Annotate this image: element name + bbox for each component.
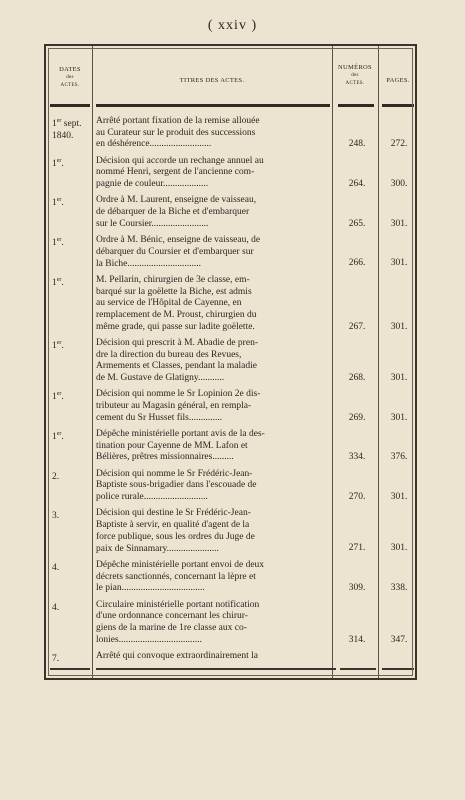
row-title-line: Décision qui destine le Sr Frédéric-Jean- xyxy=(96,508,251,519)
row-date-day: 3 xyxy=(52,511,57,522)
row-title-line: Ordre à M. Laurent, enseigne de vaisseau, xyxy=(96,195,257,206)
row-title-line: au Curateur sur le produit des successions xyxy=(96,127,256,138)
row-title-line: M. Pellarin, chirurgien de 3e classe, em- xyxy=(96,274,250,285)
header-rule xyxy=(96,104,330,107)
header-numbers-line-2: des xyxy=(351,73,359,78)
row-date-day: 1 xyxy=(52,341,57,352)
row-title-line: Baptiste sous-brigadier dans l'escouade de xyxy=(96,480,257,491)
row-page-number: 301. xyxy=(390,321,408,332)
row-date-suffix: er xyxy=(56,276,62,283)
row-title-line: en déshérence.......................... xyxy=(96,139,212,150)
row-date-tail: . xyxy=(61,432,64,443)
header-rule xyxy=(338,104,374,107)
row-title-line: tination pour Cayenne de MM. Lafon et xyxy=(96,440,248,451)
row-title-line: Baptiste à servir, en qualité d'agent de la xyxy=(96,520,250,531)
row-date-tail: . xyxy=(56,602,60,613)
row-date xyxy=(52,389,88,404)
row-date-tail: . xyxy=(61,392,64,403)
row-date-day: 1 xyxy=(52,119,57,130)
row-date-tail: . xyxy=(61,277,64,288)
row-title-line: Décision qui accorde un rechange annuel au xyxy=(96,155,264,166)
header-dates-line-1: DATES xyxy=(59,66,81,73)
row-date-tail: . xyxy=(61,341,64,352)
row-date-suffix: er xyxy=(56,157,62,164)
row-title-line: Armements et Classes, pendant la maladie xyxy=(96,361,257,372)
row-act-number: 266. xyxy=(348,258,366,269)
row-title-line: d'une ordonnance concernant les chirur- xyxy=(96,611,248,622)
row-title-line: Bélières, prêtres missionnaires......... xyxy=(96,452,234,463)
row-act-number: 270. xyxy=(348,492,366,503)
footer-rule xyxy=(382,668,414,670)
row-date-day: 4 xyxy=(52,602,57,613)
row-page-number: 347. xyxy=(390,634,408,645)
row-title-line: lonies................................... xyxy=(96,634,202,645)
column-divider xyxy=(92,46,93,678)
row-page-number: 301. xyxy=(390,492,408,503)
row-title-line: Circulaire ministérielle portant notification xyxy=(96,599,260,610)
row-date-day: 1 xyxy=(52,392,57,403)
table-header xyxy=(46,50,415,102)
row-title xyxy=(96,389,333,424)
header-pages: PAGES. xyxy=(386,77,410,84)
row-title-line: Dépêche ministérielle portant avis de la des- xyxy=(96,429,265,439)
row-title-line: Décision qui prescrit à M. Abadie de pren- xyxy=(96,337,258,348)
row-date xyxy=(52,508,88,523)
row-title-line: la Biche............................... xyxy=(96,258,202,269)
row-date xyxy=(52,275,88,290)
row-act-number: 267. xyxy=(348,321,366,332)
row-page-number: 301. xyxy=(390,412,408,423)
row-date xyxy=(52,469,88,484)
row-date xyxy=(52,429,88,444)
row-title-line: Ordre à M. Bénic, enseigne de vaisseau, de xyxy=(96,235,261,246)
header-dates-line-2: des xyxy=(66,75,74,80)
row-date-suffix: er xyxy=(56,237,62,244)
row-title xyxy=(96,235,333,270)
row-page-number: 301. xyxy=(390,218,408,229)
row-page-number: 338. xyxy=(390,583,408,594)
row-date-tail: . xyxy=(56,511,60,522)
row-page-number: 301. xyxy=(390,543,408,554)
row-title xyxy=(96,195,333,230)
row-date-day: 4 xyxy=(52,562,57,573)
row-title-line: paix de Sinnamary...................... xyxy=(96,543,219,554)
row-title-line: barqué sur la goëlette la Biche, est admis xyxy=(96,286,252,297)
row-act-number: 271. xyxy=(348,543,366,554)
row-page-number: 301. xyxy=(390,372,408,383)
row-title-line: même grade, qui passe sur ladite goëlette. xyxy=(96,321,255,332)
row-date-day: 1 xyxy=(52,158,57,169)
row-title xyxy=(96,116,333,151)
row-date-tail: . xyxy=(56,562,60,573)
row-title-line: le pian................................... xyxy=(96,583,205,594)
row-page-number: 376. xyxy=(390,452,408,463)
row-act-number: 265. xyxy=(348,218,366,229)
row-title-line: cement du Sr Husset fils.............. xyxy=(96,412,223,423)
row-date-day: 1 xyxy=(52,238,57,249)
row-title-line: police rurale........................... xyxy=(96,492,208,503)
row-title-line: nommé Henri, sergent de l'ancienne com- xyxy=(96,167,255,178)
header-dates xyxy=(50,66,90,90)
header-dates-line-3: ACTES. xyxy=(60,83,80,88)
row-title xyxy=(96,469,333,504)
row-date xyxy=(52,116,88,143)
row-date xyxy=(52,156,88,171)
row-date xyxy=(52,235,88,250)
row-date-day: 1 xyxy=(52,432,57,443)
row-date xyxy=(52,338,88,353)
row-date-tail: . xyxy=(56,471,60,482)
row-date-year: 1840. xyxy=(52,130,74,141)
header-rule xyxy=(50,104,90,107)
row-date xyxy=(52,651,88,666)
row-title-line: de débarquer de la Biche et d'embarquer xyxy=(96,207,250,218)
row-act-number: 248. xyxy=(348,139,366,150)
row-title-line: Arrêté qui convoque extraordinairement la xyxy=(96,650,258,661)
index-table xyxy=(44,44,417,680)
row-date-tail: . xyxy=(61,198,64,209)
row-date-tail: sept. xyxy=(61,119,82,130)
row-date-suffix: er xyxy=(56,197,62,204)
row-title-line: décrets sanctionnés, concernant la lèpre et xyxy=(96,571,256,582)
row-act-number: 269. xyxy=(348,412,366,423)
row-date-day: 7 xyxy=(52,654,57,665)
header-numbers xyxy=(334,64,376,88)
row-date-suffix: er xyxy=(56,118,62,124)
row-title xyxy=(96,156,333,191)
row-date-tail: . xyxy=(56,654,60,665)
row-title-line: remplacement de M. Proust, chirurgien du xyxy=(96,309,257,320)
column-divider xyxy=(378,46,379,678)
row-date xyxy=(52,195,88,210)
row-act-number: 264. xyxy=(348,179,366,190)
footer-rule xyxy=(50,668,90,670)
row-act-number: 334. xyxy=(348,452,366,463)
header-rule xyxy=(382,104,414,107)
row-act-number: 309. xyxy=(348,583,366,594)
row-title xyxy=(96,600,333,647)
header-numbers-line-1: NUMÉROS xyxy=(338,64,372,71)
row-title-line: Décision qui nomme le Sr Frédéric-Jean- xyxy=(96,468,253,479)
row-title-line: Décision qui nomme le Sr Lopinion 2e dis- xyxy=(96,389,261,400)
row-title-line: débarquer du Coursier et d'embarquer sur xyxy=(96,246,254,257)
row-title-line: Arrêté portant fixation de la remise allouée xyxy=(96,116,260,126)
footer-rule xyxy=(340,668,376,670)
header-titles: TITRES DES ACTES. xyxy=(179,77,245,84)
row-date-suffix: er xyxy=(56,339,62,346)
row-date-tail: . xyxy=(61,238,64,249)
row-date-suffix: er xyxy=(56,391,62,398)
row-page-number: 300. xyxy=(390,179,408,190)
row-act-number: 314. xyxy=(348,634,366,645)
row-act-number: 268. xyxy=(348,372,366,383)
footer-rule xyxy=(96,668,336,670)
row-title xyxy=(96,560,333,595)
row-page-number: 301. xyxy=(390,258,408,269)
row-title-line: giens de la marine de 1re classe aux co- xyxy=(96,622,247,633)
row-title xyxy=(96,651,333,663)
page-number: ( xxiv ) xyxy=(207,18,258,33)
row-date-day: 2 xyxy=(52,471,57,482)
row-date xyxy=(52,600,88,615)
row-title-line: au service de l'Hôpital de Cayenne, en xyxy=(96,298,242,309)
row-title-line: pagnie de couleur................... xyxy=(96,179,209,190)
row-title xyxy=(96,508,333,555)
row-title-line: tributeur au Magasin général, en rempla- xyxy=(96,401,252,411)
header-numbers-line-3: ACTES. xyxy=(345,81,365,86)
row-title-line: Dépêche ministérielle portant envoi de deux xyxy=(96,559,265,570)
row-title xyxy=(96,429,333,464)
row-date-day: 1 xyxy=(52,277,57,288)
row-title-line: sur le Coursier........................ xyxy=(96,218,209,229)
row-date xyxy=(52,560,88,575)
row-title xyxy=(96,275,333,334)
row-title xyxy=(96,338,333,385)
row-date-tail: . xyxy=(61,158,64,169)
row-title-line: force publique, sous les ordres du Juge de xyxy=(96,531,255,542)
row-title-line: de M. Gustave de Glatigny........... xyxy=(96,373,225,383)
row-page-number: 272. xyxy=(390,139,408,150)
row-date-suffix: er xyxy=(56,431,62,437)
row-date-day: 1 xyxy=(52,198,57,209)
row-title-line: dre la direction du bureau des Revues, xyxy=(96,349,242,360)
